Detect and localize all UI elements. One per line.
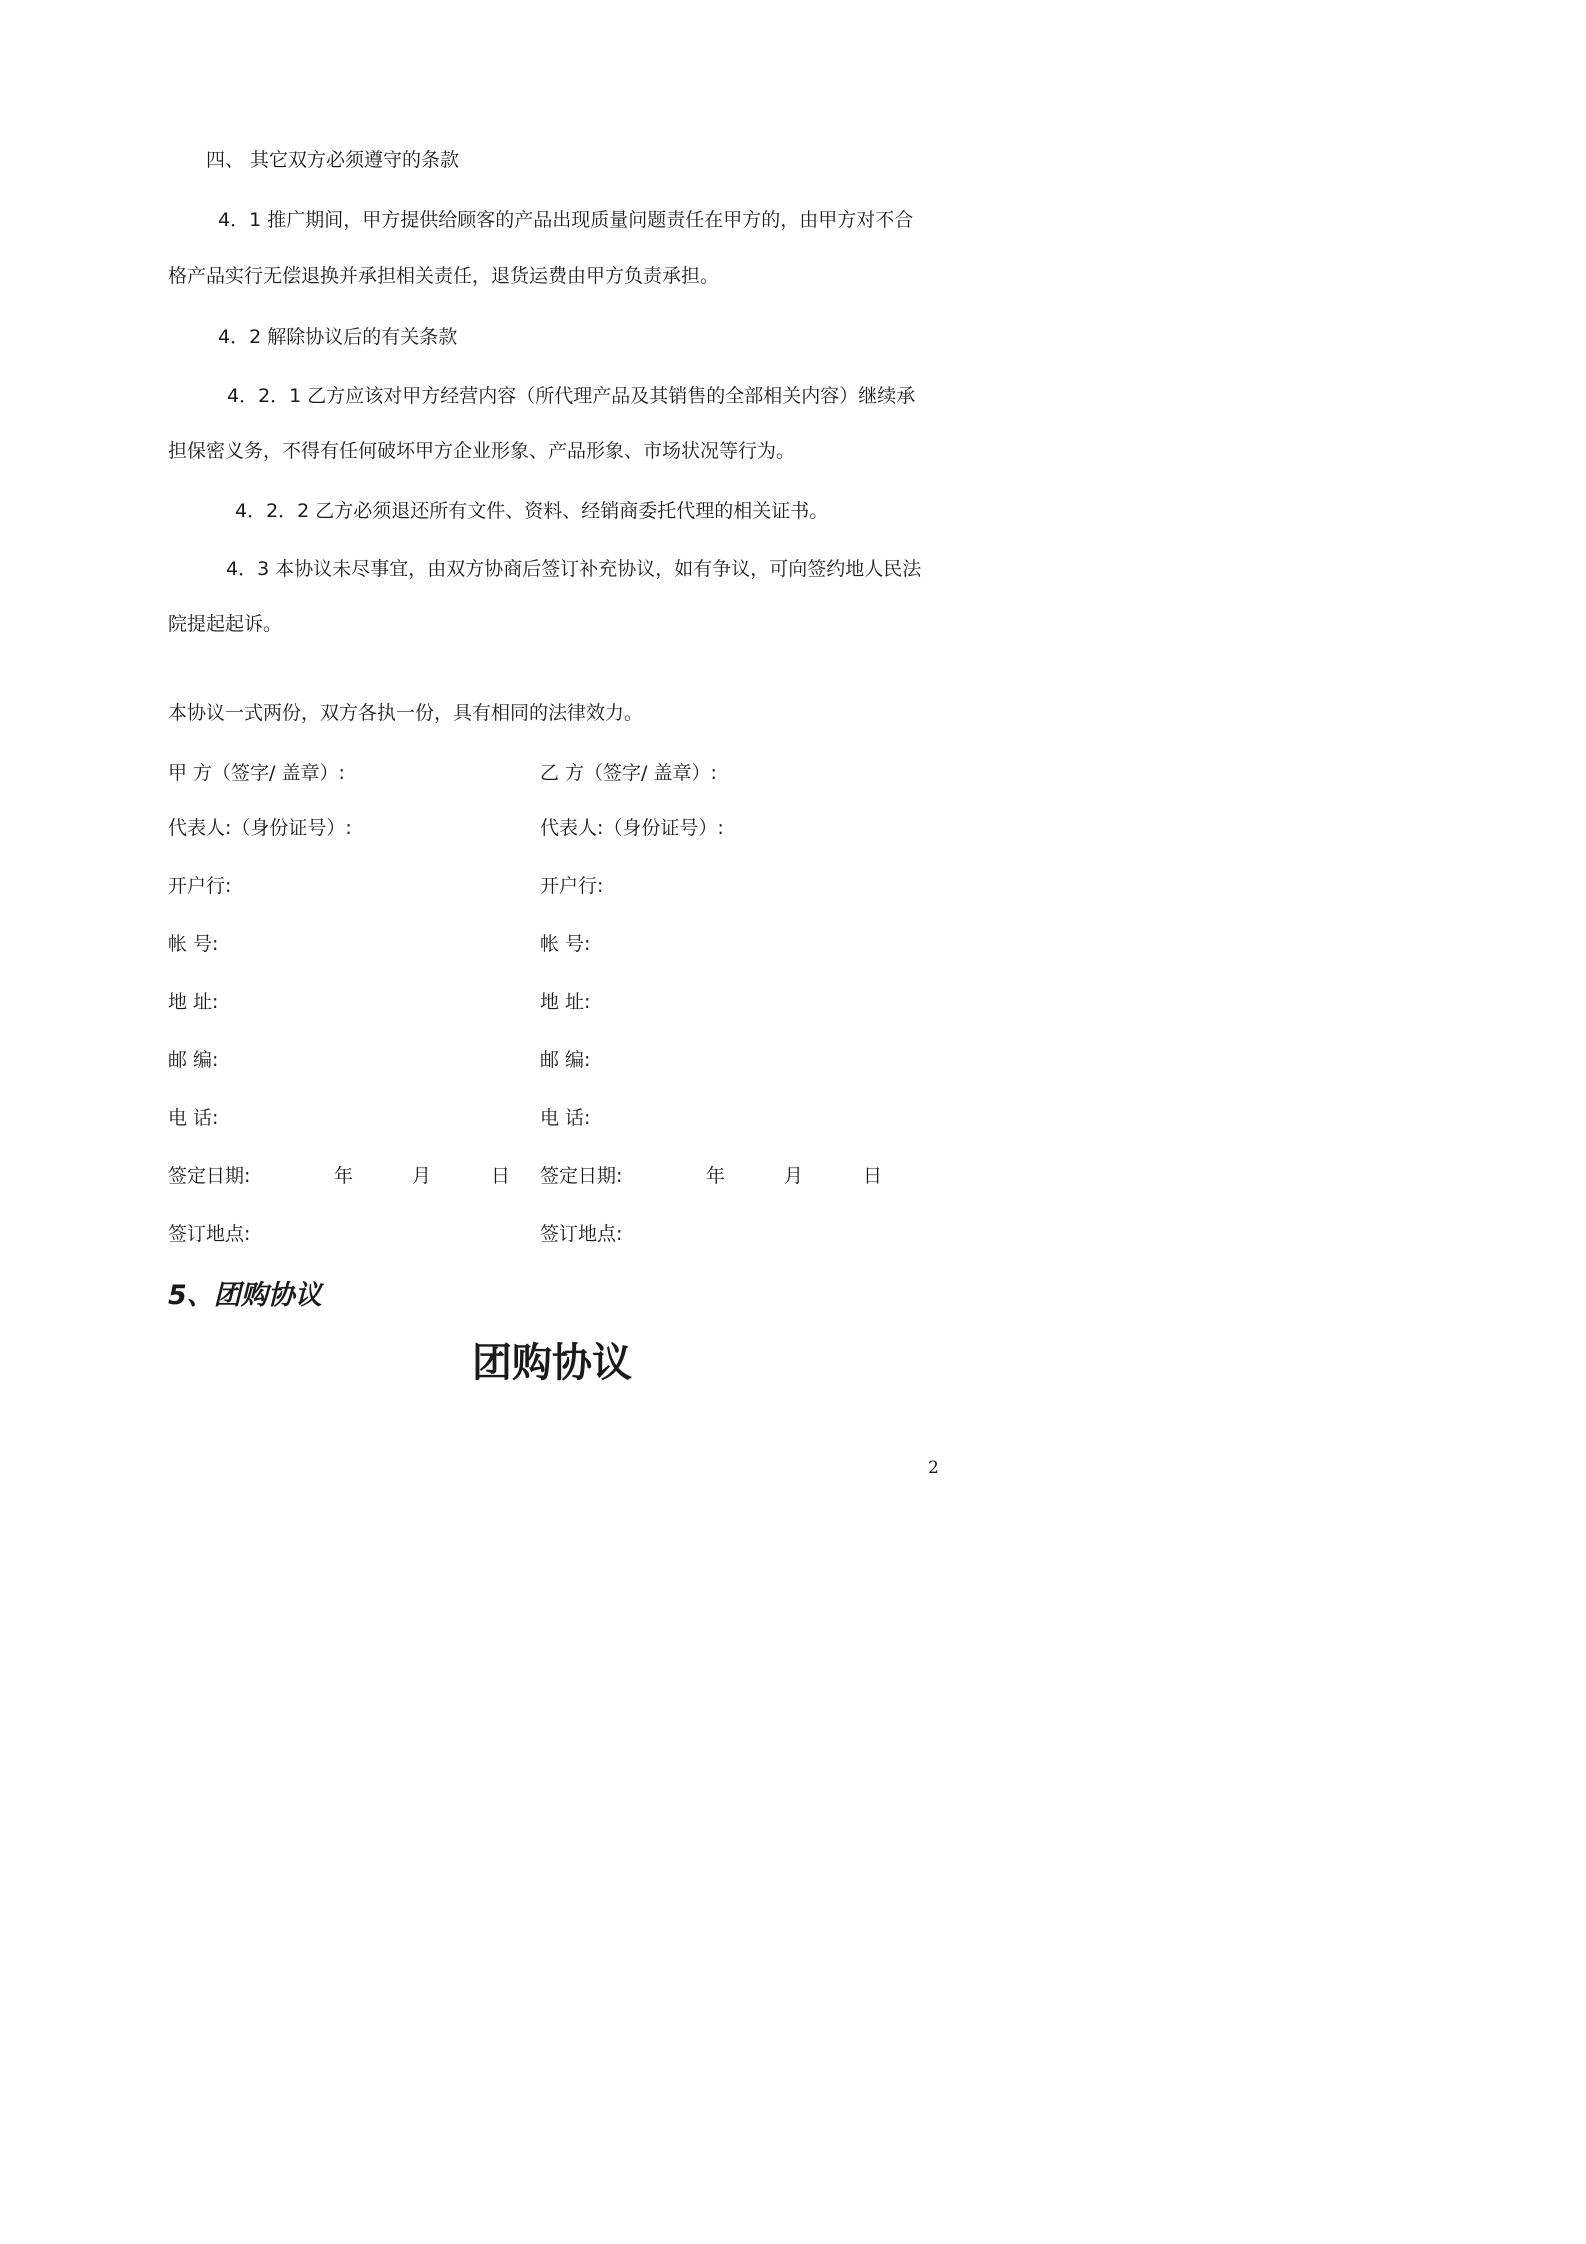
party-b-representative: 代表人:（身份证号）: (540, 817, 724, 839)
party-a-date-day: 日 (491, 1165, 511, 1187)
party-b-label: 乙 方（签字/ 盖章）: (540, 762, 717, 784)
clause-4-2-1-line-2: 担保密义务，不得有任何破坏甲方企业形象、产品形象、市场状况等行为。 (168, 440, 796, 462)
party-a-phone: 电 话: (168, 1107, 219, 1129)
party-a-label: 甲 方（签字/ 盖章）: (168, 762, 345, 784)
party-b-date-month: 月 (784, 1165, 804, 1187)
party-b-date-year: 年 (706, 1165, 726, 1187)
document-title: 团购协议 (472, 1340, 632, 1386)
party-b-date-label: 签定日期: (540, 1165, 623, 1187)
party-b-place: 签订地点: (540, 1223, 623, 1245)
party-a-bank: 开户行: (168, 875, 232, 897)
party-a-address: 地 址: (168, 991, 219, 1013)
party-a-account: 帐 号: (168, 933, 219, 955)
section-5-heading: 5、团购协议 (168, 1280, 322, 1311)
party-b-address: 地 址: (540, 991, 591, 1013)
party-a-date-month: 月 (412, 1165, 432, 1187)
party-a-representative: 代表人:（身份证号）: (168, 817, 352, 839)
party-b-phone: 电 话: (540, 1107, 591, 1129)
clause-4-1-line-1: 4．1 推广期间，甲方提供给顾客的产品出现质量问题责任在甲方的，由甲方对不合 (218, 209, 914, 231)
party-b-bank: 开户行: (540, 875, 604, 897)
clause-4-2-2: 4．2．2 乙方必须退还所有文件、资料、经销商委托代理的相关证书。 (235, 500, 829, 522)
clause-4-3-line-1: 4．3 本协议未尽事宜，由双方协商后签订补充协议，如有争议，可向签约地人民法 (226, 558, 922, 580)
clause-4-1-line-2: 格产品实行无偿退换并承担相关责任，退货运费由甲方负责承担。 (168, 265, 720, 287)
clause-4-3-line-2: 院提起起诉。 (168, 613, 283, 635)
party-b-postcode: 邮 编: (540, 1049, 591, 1071)
party-a-date-year: 年 (334, 1165, 354, 1187)
party-b-date-day: 日 (863, 1165, 883, 1187)
clause-4-2: 4．2 解除协议后的有关条款 (218, 326, 458, 348)
party-a-place: 签订地点: (168, 1223, 251, 1245)
party-a-date-label: 签定日期: (168, 1165, 251, 1187)
page-number: 2 (928, 1458, 939, 1478)
party-a-postcode: 邮 编: (168, 1049, 219, 1071)
party-b-account: 帐 号: (540, 933, 591, 955)
closing-statement: 本协议一式两份，双方各执一份，具有相同的法律效力。 (168, 702, 644, 724)
clause-4-2-1-line-1: 4．2．1 乙方应该对甲方经营内容（所代理产品及其销售的全部相关内容）继续承 (227, 385, 916, 407)
section-4-heading: 四、 其它双方必须遵守的条款 (206, 149, 460, 171)
